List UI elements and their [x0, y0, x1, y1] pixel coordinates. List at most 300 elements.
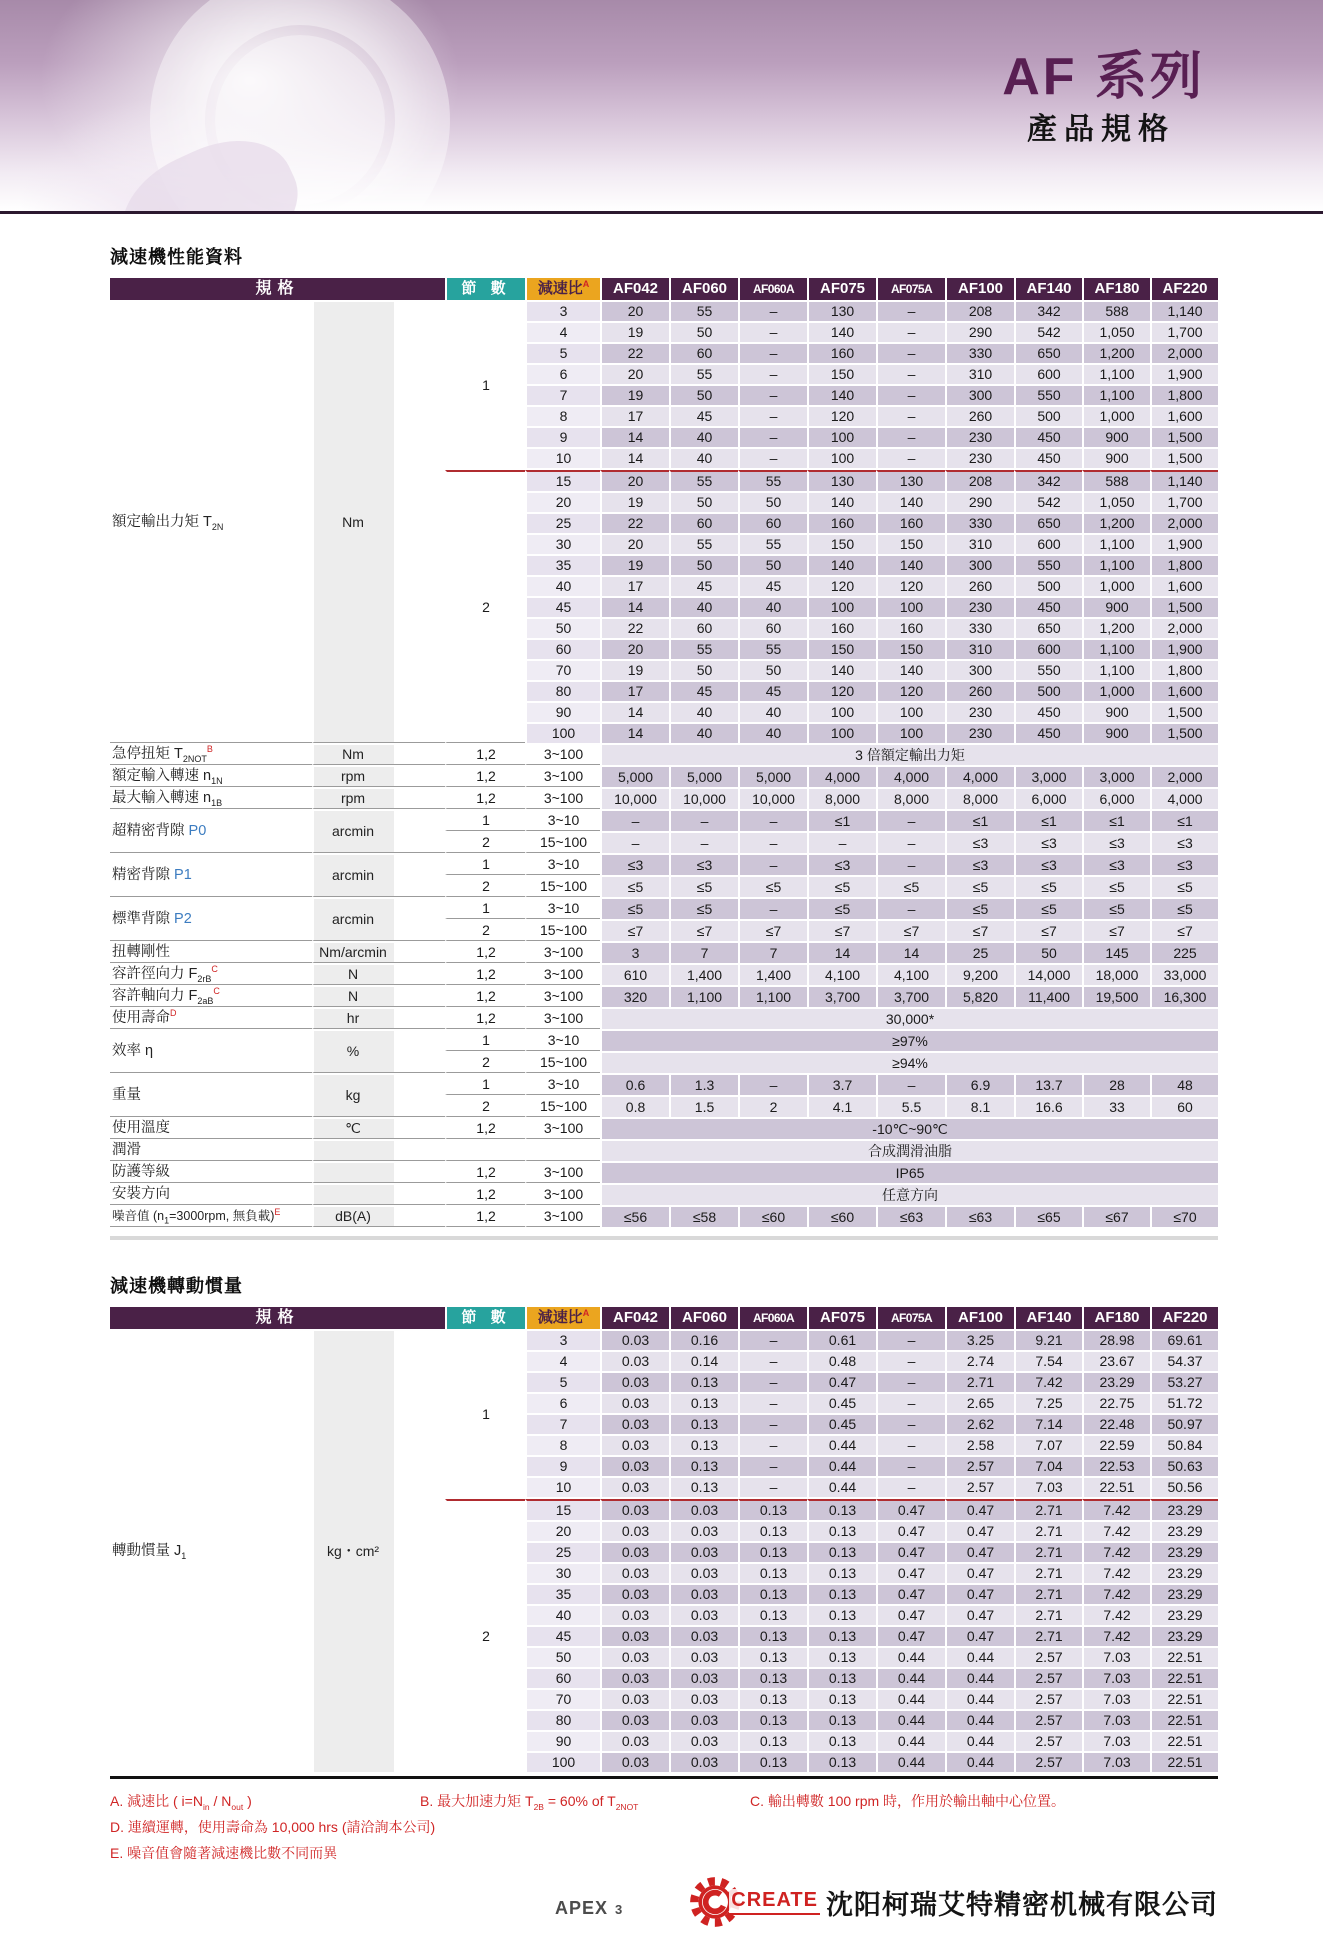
- value-cell: ≤5: [945, 899, 1014, 919]
- unit-cell: dB(A): [312, 1207, 445, 1227]
- value-cell: 3,000: [1082, 767, 1150, 787]
- value-cell: 7.42: [1014, 1373, 1082, 1392]
- value-cell: 69.61: [1150, 1331, 1218, 1350]
- value-cell: 14: [600, 449, 669, 468]
- value-cell: 22: [600, 344, 669, 363]
- value-cell: 0.13: [669, 1415, 738, 1434]
- spec-header: 規格: [110, 1307, 445, 1329]
- value-cell: 18,000: [1082, 965, 1150, 985]
- value-cell: 2.71: [1014, 1522, 1082, 1541]
- value-cell: –: [738, 811, 807, 831]
- inertia-table: [110, 1305, 1218, 1774]
- value-cell: 2.57: [1014, 1732, 1082, 1751]
- value-cell: ≤5: [807, 899, 876, 919]
- value-cell: 140: [876, 493, 945, 512]
- value-cell: 22.51: [1082, 1478, 1150, 1497]
- value-cell: 2.71: [1014, 1543, 1082, 1562]
- ratio-cell: 3~100: [525, 1207, 600, 1227]
- value-cell: ≤5: [807, 877, 876, 897]
- value-cell: 0.44: [807, 1436, 876, 1455]
- value-cell: 55: [669, 365, 738, 384]
- footnote: B. 最大加速力矩 $T_{2B} = 60\%$ of $T_{2NOT}$: [420, 1793, 639, 1812]
- value-cell: 0.13: [738, 1522, 807, 1541]
- value-cell: ≤5: [1150, 877, 1218, 897]
- footnote-row: [110, 1840, 1218, 1866]
- value-cell: 260: [945, 407, 1014, 426]
- value-cell: –: [876, 1352, 945, 1371]
- inertia-table-title: 減速機轉動慣量: [110, 1276, 243, 1296]
- ratio-cell: 15~100: [525, 1097, 600, 1117]
- value-cell: –: [600, 811, 669, 831]
- value-cell: 23.29: [1150, 1606, 1218, 1625]
- value-cell: 0.03: [600, 1711, 669, 1730]
- table-row: [110, 1163, 1218, 1183]
- value-cell: ≤70: [1150, 1207, 1218, 1227]
- value-cell: 0.44: [945, 1732, 1014, 1751]
- value-cell: 1,500: [1150, 724, 1218, 743]
- ratio-cell: 40: [525, 1606, 600, 1625]
- spec-label: 額定輸入轉速 $n_{1N}$: [110, 767, 312, 787]
- value-cell: 23.29: [1150, 1564, 1218, 1583]
- value-cell: 50: [738, 661, 807, 680]
- value-cell: 342: [1014, 302, 1082, 321]
- value-cell: 0.03: [669, 1753, 738, 1772]
- value-cell: 22.51: [1150, 1732, 1218, 1751]
- value-cell: 500: [1014, 407, 1082, 426]
- value-cell: 0.03: [600, 1373, 669, 1392]
- value-cell: 50: [669, 556, 738, 575]
- value-cell: 28: [1082, 1075, 1150, 1095]
- value-cell: 54.37: [1150, 1352, 1218, 1371]
- value-cell: 0.13: [738, 1669, 807, 1688]
- value-cell: –: [876, 344, 945, 363]
- value-cell: 450: [1014, 724, 1082, 743]
- ratio-cell: 15~100: [525, 1053, 600, 1073]
- accent-label: P2: [174, 911, 192, 927]
- stage-cell: 1: [445, 302, 525, 468]
- ratio-cell: 3~100: [525, 1009, 600, 1029]
- value-cell: 150: [876, 535, 945, 554]
- value-cell: 1,100: [1082, 365, 1150, 384]
- value-cell: 1,100: [738, 987, 807, 1007]
- stage-cell: 2: [445, 877, 525, 897]
- value-cell: ≤7: [738, 921, 807, 941]
- value-cell: 2.62: [945, 1415, 1014, 1434]
- value-cell: 55: [738, 470, 807, 491]
- value-cell: 7: [669, 943, 738, 963]
- stage-cell: 2: [445, 470, 525, 743]
- value-cell: –: [876, 323, 945, 342]
- stage-cell: 1: [445, 855, 525, 875]
- value-cell: –: [738, 1394, 807, 1413]
- value-cell: ≤5: [1150, 899, 1218, 919]
- value-cell: –: [876, 302, 945, 321]
- value-cell: 1,050: [1082, 323, 1150, 342]
- value-cell: 0.03: [600, 1352, 669, 1371]
- value-cell: 9,200: [945, 965, 1014, 985]
- table-row: [110, 745, 1218, 765]
- value-cell: 40: [669, 598, 738, 617]
- value-cell: 4,100: [876, 965, 945, 985]
- value-cell: 4,000: [1150, 789, 1218, 809]
- footnote-marker: C: [213, 987, 220, 997]
- value-cell: 230: [945, 703, 1014, 722]
- value-cell: 0.13: [738, 1499, 807, 1520]
- value-cell: 130: [807, 302, 876, 321]
- value-cell: 7.42: [1082, 1564, 1150, 1583]
- ratio-cell: 3: [525, 1331, 600, 1350]
- ratio-cell: 35: [525, 556, 600, 575]
- ratio-cell: [525, 1141, 600, 1161]
- value-cell: –: [738, 407, 807, 426]
- subscript: 2N: [211, 521, 224, 532]
- value-cell: 23.29: [1082, 1373, 1150, 1392]
- stage-cell: 2: [445, 1053, 525, 1073]
- unit-cell: hr: [312, 1009, 445, 1029]
- ratio-cell: 90: [525, 1732, 600, 1751]
- value-cell: ≤5: [1014, 877, 1082, 897]
- ratio-cell: 70: [525, 1690, 600, 1709]
- value-cell: 7.03: [1082, 1711, 1150, 1730]
- value-cell: ≤5: [738, 877, 807, 897]
- value-cell: 320: [600, 987, 669, 1007]
- value-cell: 50.56: [1150, 1478, 1218, 1497]
- value-cell: 0.03: [669, 1564, 738, 1583]
- value-cell: ≤3: [945, 855, 1014, 875]
- footnote: D. 連續運轉，使用壽命為 10,000 hrs (請洽詢本公司): [110, 1819, 436, 1835]
- spec-label: 急停扭矩 $T_{2NOT}^B$: [110, 745, 312, 765]
- value-cell: 23.29: [1150, 1585, 1218, 1604]
- spec-label: 防護等級: [110, 1163, 312, 1183]
- stage-cell: 1,2: [445, 745, 525, 765]
- value-cell: 3.25: [945, 1331, 1014, 1350]
- value-cell: 1,500: [1150, 428, 1218, 447]
- value-cell: 100: [807, 724, 876, 743]
- value-cell: 0.13: [807, 1499, 876, 1520]
- ratio-cell: 20: [525, 1522, 600, 1541]
- table-row: [110, 1185, 1218, 1205]
- value-cell: 600: [1014, 535, 1082, 554]
- ratio-cell: 3~10: [525, 899, 600, 919]
- value-cell: 19: [600, 661, 669, 680]
- col-header-AF220: AF220: [1150, 278, 1218, 300]
- value-cell: 600: [1014, 365, 1082, 384]
- value-cell: ≤5: [1014, 899, 1082, 919]
- value-cell: 50: [738, 556, 807, 575]
- footnote-marker: E: [274, 1207, 281, 1217]
- value-cell: 0.44: [876, 1690, 945, 1709]
- ratio-cell: 9: [525, 1457, 600, 1476]
- ratio-cell: 15~100: [525, 833, 600, 853]
- value-cell: ≤3: [807, 855, 876, 875]
- value-cell: 13.7: [1014, 1075, 1082, 1095]
- value-cell: 19: [600, 493, 669, 512]
- value-cell: 542: [1014, 323, 1082, 342]
- value-cell: 160: [807, 619, 876, 638]
- subscript: 1B: [211, 797, 223, 808]
- value-cell: 500: [1014, 682, 1082, 701]
- value-cell: 2,000: [1150, 619, 1218, 638]
- value-cell: 0.44: [945, 1669, 1014, 1688]
- value-cell: 0.13: [738, 1648, 807, 1667]
- value-cell: 0.03: [600, 1415, 669, 1434]
- span-value-cell: 任意方向: [600, 1185, 1218, 1205]
- value-cell: 7.42: [1082, 1585, 1150, 1604]
- value-cell: –: [876, 407, 945, 426]
- value-cell: 0.03: [600, 1331, 669, 1350]
- value-cell: 60: [669, 619, 738, 638]
- value-cell: 0.47: [876, 1543, 945, 1562]
- spec-label: 容許軸向力 $F_{2aB}^C$: [110, 987, 312, 1007]
- value-cell: 0.44: [876, 1648, 945, 1667]
- value-cell: 10,000: [738, 789, 807, 809]
- value-cell: 0.48: [807, 1352, 876, 1371]
- value-cell: 0.6: [600, 1075, 669, 1095]
- value-cell: 550: [1014, 556, 1082, 575]
- value-cell: 2.71: [1014, 1606, 1082, 1625]
- value-cell: 23.29: [1150, 1543, 1218, 1562]
- value-cell: ≤3: [600, 855, 669, 875]
- spec-label: 最大輸入轉速 $n_{1B}$: [110, 789, 312, 809]
- inertia-table-bottom-rule: [110, 1776, 1218, 1779]
- value-cell: 7.07: [1014, 1436, 1082, 1455]
- value-cell: ≤5: [600, 877, 669, 897]
- value-cell: ≤1: [945, 811, 1014, 831]
- value-cell: ≤7: [945, 921, 1014, 941]
- table-row: [110, 789, 1218, 809]
- value-cell: 8,000: [807, 789, 876, 809]
- col-header-AF180: AF180: [1082, 1307, 1150, 1329]
- col-header-AF140: AF140: [1014, 278, 1082, 300]
- value-cell: –: [669, 811, 738, 831]
- value-cell: 14,000: [1014, 965, 1082, 985]
- value-cell: 0.03: [600, 1522, 669, 1541]
- ratio-cell: 9: [525, 428, 600, 447]
- unit-cell: [312, 1141, 445, 1161]
- page-num: 3: [615, 1902, 623, 1917]
- unit-cell: Nm: [312, 745, 445, 765]
- value-cell: ≤7: [876, 921, 945, 941]
- value-cell: ≤7: [1150, 921, 1218, 941]
- value-cell: 1,200: [1082, 619, 1150, 638]
- value-cell: 0.03: [669, 1499, 738, 1520]
- ratio-cell: 3~100: [525, 745, 600, 765]
- value-cell: 11,400: [1014, 987, 1082, 1007]
- value-cell: 6.9: [945, 1075, 1014, 1095]
- value-cell: 22: [600, 619, 669, 638]
- ratio-cell: 5: [525, 344, 600, 363]
- stage-cell: 1: [445, 1031, 525, 1051]
- unit-cell: [312, 1185, 445, 1205]
- value-cell: 100: [807, 428, 876, 447]
- value-cell: 900: [1082, 428, 1150, 447]
- value-cell: 2,000: [1150, 767, 1218, 787]
- value-cell: 100: [876, 724, 945, 743]
- value-cell: 2.71: [945, 1373, 1014, 1392]
- ratio-cell: 3~100: [525, 1163, 600, 1183]
- value-cell: 0.47: [876, 1499, 945, 1520]
- value-cell: 7: [738, 943, 807, 963]
- value-cell: 0.47: [945, 1499, 1014, 1520]
- value-cell: 4,000: [807, 767, 876, 787]
- ratio-cell: 20: [525, 493, 600, 512]
- ratio-cell: 30: [525, 1564, 600, 1583]
- value-cell: 55: [669, 470, 738, 491]
- value-cell: 300: [945, 556, 1014, 575]
- ratio-cell: 90: [525, 703, 600, 722]
- subscript: 2NOT: [182, 753, 207, 764]
- span-value-cell: IP65: [600, 1163, 1218, 1183]
- value-cell: –: [738, 449, 807, 468]
- value-cell: ≤7: [600, 921, 669, 941]
- footnote: E. 噪音值會隨著減速機比數不同而異: [110, 1845, 338, 1861]
- spec-label: 安裝方向: [110, 1185, 312, 1205]
- table-row: [110, 767, 1218, 787]
- value-cell: 1,900: [1150, 640, 1218, 659]
- footnotes: [110, 1788, 1218, 1866]
- value-cell: –: [738, 1075, 807, 1095]
- value-cell: –: [876, 365, 945, 384]
- value-cell: 20: [600, 535, 669, 554]
- stage-cell: 2: [445, 1499, 525, 1772]
- value-cell: 0.61: [807, 1331, 876, 1350]
- value-cell: 14: [876, 943, 945, 963]
- value-cell: 900: [1082, 598, 1150, 617]
- value-cell: 0.13: [669, 1436, 738, 1455]
- value-cell: ≤3: [945, 833, 1014, 853]
- ratio-cell: 70: [525, 661, 600, 680]
- ratio-cell: 60: [525, 1669, 600, 1688]
- value-cell: 2.65: [945, 1394, 1014, 1413]
- ratio-cell: 25: [525, 514, 600, 533]
- spec-label: 標準背隙 P2: [110, 899, 312, 941]
- value-cell: 20: [600, 640, 669, 659]
- footnote-marker: D: [170, 1009, 177, 1019]
- value-cell: 7.42: [1082, 1522, 1150, 1541]
- stage-cell: 1: [445, 1331, 525, 1497]
- spec-label: 容許徑向力 $F_{2rB}^C$: [110, 965, 312, 985]
- value-cell: 1,800: [1150, 556, 1218, 575]
- table-row: [110, 1119, 1218, 1139]
- spec-label: 扭轉剛性: [110, 943, 312, 963]
- value-cell: ≤7: [1014, 921, 1082, 941]
- stage-cell: 1,2: [445, 1163, 525, 1183]
- value-cell: 14: [600, 598, 669, 617]
- col-header-AF100: AF100: [945, 278, 1014, 300]
- value-cell: –: [738, 1415, 807, 1434]
- value-cell: –: [738, 1352, 807, 1371]
- table-row: [110, 302, 1218, 321]
- value-cell: 45: [738, 682, 807, 701]
- value-cell: 140: [807, 661, 876, 680]
- footnote-row: [110, 1788, 1218, 1814]
- value-cell: 330: [945, 619, 1014, 638]
- unit-cell: ℃: [312, 1119, 445, 1139]
- unit-cell: kg: [312, 1075, 445, 1117]
- value-cell: 0.13: [807, 1711, 876, 1730]
- value-cell: 2: [738, 1097, 807, 1117]
- value-cell: 0.13: [738, 1606, 807, 1625]
- ratio-cell: 60: [525, 640, 600, 659]
- value-cell: –: [738, 1436, 807, 1455]
- value-cell: 650: [1014, 514, 1082, 533]
- value-cell: 1,100: [669, 987, 738, 1007]
- col-header-AF042: AF042: [600, 1307, 669, 1329]
- value-cell: 22.51: [1150, 1648, 1218, 1667]
- value-cell: 0.13: [738, 1711, 807, 1730]
- value-cell: ≤3: [1150, 833, 1218, 853]
- unit-cell: [312, 1163, 445, 1183]
- value-cell: 0.03: [600, 1690, 669, 1709]
- value-cell: 1,900: [1150, 535, 1218, 554]
- value-cell: 0.13: [669, 1394, 738, 1413]
- value-cell: 1,200: [1082, 344, 1150, 363]
- value-cell: ≤1: [807, 811, 876, 831]
- value-cell: 7.42: [1082, 1627, 1150, 1646]
- value-cell: 0.03: [669, 1627, 738, 1646]
- value-cell: 1,400: [738, 965, 807, 985]
- value-cell: ≤7: [807, 921, 876, 941]
- ratio-cell: 80: [525, 682, 600, 701]
- col-header-AF075A: AF075A: [876, 1307, 945, 1329]
- value-cell: 3.7: [807, 1075, 876, 1095]
- table-row: [110, 1075, 1218, 1095]
- page-footer: [110, 1868, 1218, 1958]
- value-cell: 22: [600, 514, 669, 533]
- value-cell: 45: [669, 682, 738, 701]
- value-cell: 55: [669, 535, 738, 554]
- performance-table-bottom-rule: [110, 1236, 1218, 1240]
- value-cell: 16,300: [1150, 987, 1218, 1007]
- ratio-cell: 25: [525, 1543, 600, 1562]
- value-cell: 22.75: [1082, 1394, 1150, 1413]
- value-cell: 5.5: [876, 1097, 945, 1117]
- value-cell: –: [738, 323, 807, 342]
- page-content: [0, 243, 1323, 1958]
- value-cell: 17: [600, 682, 669, 701]
- value-cell: 0.03: [669, 1543, 738, 1562]
- value-cell: 100: [807, 449, 876, 468]
- value-cell: 0.03: [669, 1690, 738, 1709]
- value-cell: 14: [600, 724, 669, 743]
- ratio-cell: 30: [525, 535, 600, 554]
- value-cell: 0.47: [876, 1522, 945, 1541]
- stage-cell: 1,2: [445, 789, 525, 809]
- value-cell: 1,800: [1150, 386, 1218, 405]
- value-cell: 0.47: [945, 1564, 1014, 1583]
- value-cell: 0.13: [738, 1732, 807, 1751]
- spec-label: 額定輸出力矩 $T_{2N}$: [110, 302, 312, 743]
- value-cell: 450: [1014, 449, 1082, 468]
- value-cell: 0.44: [876, 1753, 945, 1772]
- col-header-AF042: AF042: [600, 278, 669, 300]
- value-cell: 4.1: [807, 1097, 876, 1117]
- subscript: 2rB: [197, 973, 212, 984]
- value-cell: 23.67: [1082, 1352, 1150, 1371]
- stage-cell: 1: [445, 811, 525, 831]
- subscript: in: [202, 1801, 210, 1812]
- value-cell: 1,600: [1150, 577, 1218, 596]
- table-row: [110, 1009, 1218, 1029]
- value-cell: 100: [807, 703, 876, 722]
- value-cell: 60: [738, 619, 807, 638]
- table-row: [110, 1207, 1218, 1227]
- stages-header: 節 數: [445, 278, 525, 300]
- value-cell: 50: [669, 386, 738, 405]
- value-cell: 0.03: [600, 1457, 669, 1476]
- value-cell: 0.03: [669, 1606, 738, 1625]
- value-cell: 2.57: [1014, 1753, 1082, 1772]
